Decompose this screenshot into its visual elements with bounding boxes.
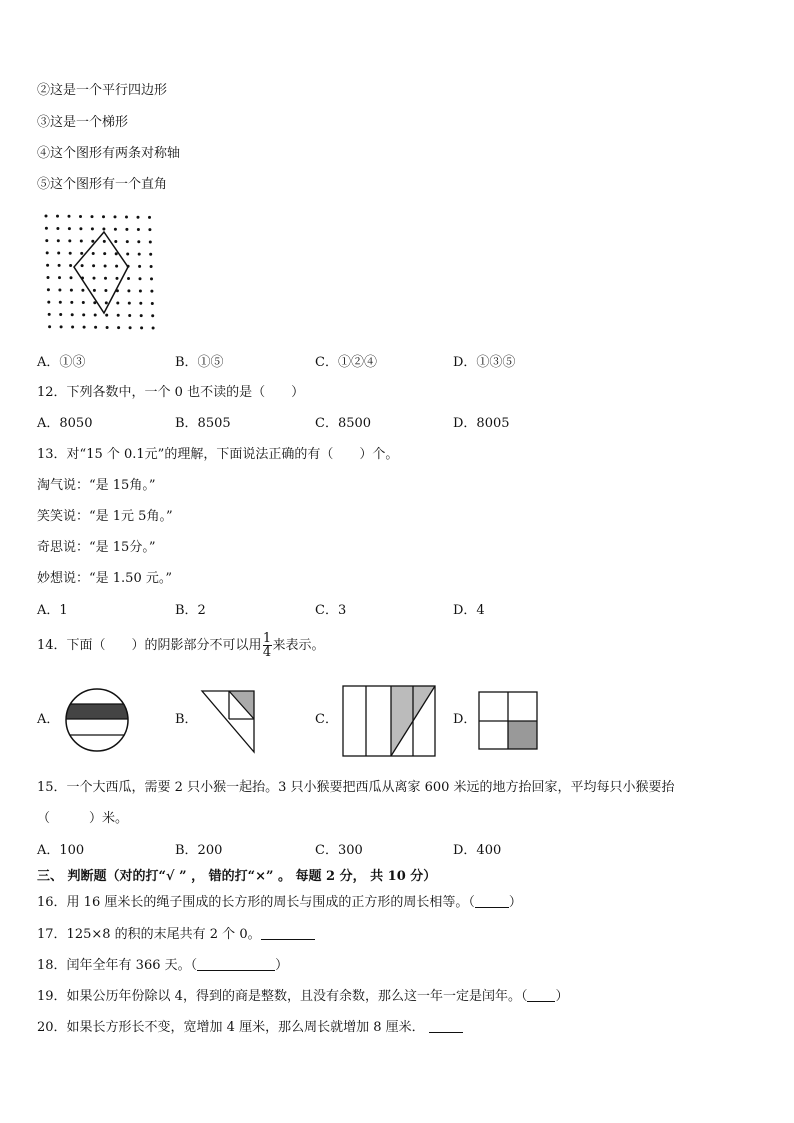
grid-dot [148, 216, 151, 219]
grid-dot [127, 277, 130, 280]
fraction-numerator: 1 [262, 631, 272, 646]
q13-option-d[interactable]: D．4 [453, 603, 485, 618]
q17-text: 17．125×8 的积的末尾共有 2 个 0。 [37, 927, 261, 942]
grid-dot [45, 227, 48, 230]
grid-dot [114, 228, 117, 231]
grid-dot [47, 288, 50, 291]
q13-options [37, 602, 737, 620]
grid-dot [69, 264, 72, 267]
q17 [37, 926, 315, 944]
grid-dot [80, 252, 83, 255]
q15-option-b[interactable]: B．200 [175, 843, 223, 858]
grid-dot [139, 302, 142, 305]
grid-dot [127, 289, 130, 292]
grid-dot [47, 276, 50, 279]
q14-label-c[interactable]: C． [315, 712, 338, 727]
grid-dot [115, 265, 118, 268]
paren-open: （ [190, 958, 198, 973]
grid-dot [139, 277, 142, 280]
q11-option-b[interactable]: B．①⑤ [175, 355, 224, 370]
grid-dot [81, 264, 84, 267]
grid-dot [140, 326, 143, 329]
q18 [37, 957, 288, 975]
q13-line-taoqi: 淘气说：“是 15角。” [37, 478, 156, 493]
grid-dot [58, 264, 61, 267]
q20-text: 20．如果长方形长不变，宽增加 4 厘米，那么周长就增加 8 厘米． [37, 1020, 425, 1035]
q19-text: 19．如果公历年份除以 4，得到的商是整数，且没有余数，那么这一年一定是闰年。 [37, 989, 521, 1004]
q13-line-xiaoxiao: 笑笑说：“是 1元 5角。” [37, 509, 173, 524]
dot-grid-kite-figure [40, 210, 160, 335]
grid-dot [106, 326, 109, 329]
q13-stem: 13．对“15 个 0.1元”的理解，下面说法正确的有（ ）个。 [37, 447, 399, 462]
q11-statement-4: ④这个图形有两条对称轴 [37, 146, 181, 161]
grid-dot [60, 325, 63, 328]
grid-dot [149, 253, 152, 256]
q14-label-d[interactable]: D． [453, 712, 477, 727]
grid-dot [45, 215, 48, 218]
grid-dot [104, 277, 107, 280]
grid-dot [125, 216, 128, 219]
grid-dot [114, 240, 117, 243]
grid-dot [70, 301, 73, 304]
grid-dot [128, 314, 131, 317]
grid-dot [102, 228, 105, 231]
grid-dot [47, 301, 50, 304]
fraction-one-quarter [263, 632, 272, 659]
grid-dot [93, 289, 96, 292]
grid-dot [82, 313, 85, 316]
grid-dot [71, 326, 74, 329]
q12-options [37, 415, 737, 433]
grid-dot [116, 302, 119, 305]
q15-options [37, 842, 737, 860]
grid-dot [151, 314, 154, 317]
q16-answer-blank[interactable] [475, 894, 509, 908]
grid-dot [150, 277, 153, 280]
grid-dot [116, 277, 119, 280]
grid-dot [79, 215, 82, 218]
q20-answer-blank[interactable] [429, 1019, 463, 1033]
grid-dot [70, 276, 73, 279]
grid-dot [68, 239, 71, 242]
grid-dot [150, 265, 153, 268]
grid-dot [103, 252, 106, 255]
grid-dot [58, 288, 61, 291]
q12-stem: 12．下列各数中，一个 0 也不读的是（ ） [37, 385, 305, 400]
q11-option-a[interactable]: A．①③ [37, 355, 86, 370]
grid-dot [137, 240, 140, 243]
grid-dot [92, 252, 95, 255]
grid-dot [57, 252, 60, 255]
q14-figure-b-triangle[interactable] [199, 688, 259, 756]
grid-dot [140, 314, 143, 317]
q11-options [37, 354, 737, 372]
grid-dot [139, 290, 142, 293]
q11-option-c[interactable]: C．①②④ [315, 355, 377, 370]
grid-dot [152, 327, 155, 330]
q14-stem-after: 来表示。 [272, 638, 325, 653]
q14-label-b[interactable]: B． [175, 712, 198, 727]
grid-dot [126, 252, 129, 255]
paren-open: （ [468, 895, 475, 910]
q15-stem-line2: （ ）米。 [37, 811, 129, 826]
grid-dot [56, 227, 59, 230]
grid-dot [92, 264, 95, 267]
grid-dot [104, 264, 107, 267]
grid-dot [137, 228, 140, 231]
paren-close: ） [275, 958, 289, 973]
grid-dot [148, 228, 151, 231]
q13-option-a[interactable]: A．1 [37, 603, 68, 618]
q15-stem: 15．一个大西瓜，需要 2 只小猴一起抬。3 只小猴要把西瓜从离家 600 米远的地方抬回家，平均每只小猴要抬 [37, 780, 675, 795]
q12-option-b[interactable]: B．8505 [175, 416, 231, 431]
grid-dot [58, 276, 61, 279]
grid-dot [138, 253, 141, 256]
grid-dot [71, 313, 74, 316]
q15-option-d[interactable]: D．400 [453, 843, 502, 858]
q11-option-d[interactable]: D．①③⑤ [453, 355, 516, 370]
paren-open: （ [520, 989, 528, 1004]
grid-dot [70, 289, 73, 292]
grid-dot [94, 326, 97, 329]
grid-dot [149, 240, 152, 243]
grid-dot [91, 215, 94, 218]
grid-dot [69, 252, 72, 255]
grid-dot [138, 265, 141, 268]
grid-dot [117, 326, 120, 329]
q11-statement-5: ⑤这个图形有一个直角 [37, 177, 168, 192]
grid-dot [94, 314, 97, 317]
q20 [37, 1019, 463, 1037]
grid-dot [91, 240, 94, 243]
q19 [37, 988, 568, 1006]
q18-text: 18．闰年全年有 366 天。 [37, 958, 191, 973]
grid-dot [80, 240, 83, 243]
grid-dot [126, 240, 129, 243]
q14-figure-a-circle[interactable] [64, 687, 134, 757]
grid-dot [103, 240, 106, 243]
q13-option-c[interactable]: C．3 [315, 603, 347, 618]
q17-answer-blank[interactable] [261, 926, 315, 940]
q14-label-a[interactable]: A． [37, 712, 60, 727]
q13-option-b[interactable]: B．2 [175, 603, 206, 618]
grid-dot [115, 252, 118, 255]
q13-line-miaoxiang: 妙想说：“是 1.50 元。” [37, 571, 173, 586]
grid-dot [93, 277, 96, 280]
grid-dot [137, 216, 140, 219]
q15-option-a[interactable]: A．100 [37, 843, 85, 858]
q14-figure-d-square[interactable] [477, 690, 541, 752]
paren-close: ） [508, 895, 522, 910]
grid-dot [81, 289, 84, 292]
grid-dot [117, 314, 120, 317]
grid-dot [46, 264, 49, 267]
q15-option-c[interactable]: C．300 [315, 843, 363, 858]
q13-line-qisi: 奇思说：“是 15分。” [37, 540, 156, 555]
grid-dot [59, 301, 62, 304]
grid-dot [150, 290, 153, 293]
q14-figure-c-rectangle[interactable] [341, 684, 439, 758]
grid-dot [105, 301, 108, 304]
grid-dot [48, 325, 51, 328]
grid-dot [68, 215, 71, 218]
q16-text: 16．用 16 厘米长的绳子围成的长方形的周长与围成的正方形的周长相等。 [37, 895, 469, 910]
q12-option-d[interactable]: D．8005 [453, 416, 510, 431]
q14-stem-before: 14．下面（ ）的阴影部分不可以用 [37, 638, 262, 653]
dot-grid [45, 215, 155, 330]
grid-dot [48, 313, 51, 316]
grid-dot [128, 302, 131, 305]
q16 [37, 894, 522, 912]
grid-dot [82, 301, 85, 304]
fraction-denominator: 4 [262, 645, 272, 660]
grid-dot [91, 227, 94, 230]
paren-close: ） [555, 989, 569, 1004]
grid-dot [68, 227, 71, 230]
grid-dot [129, 326, 132, 329]
q14-stem [37, 630, 325, 662]
grid-dot [102, 215, 105, 218]
grid-dot [114, 215, 117, 218]
grid-dot [105, 314, 108, 317]
grid-dot [59, 313, 62, 316]
q18-answer-blank[interactable] [197, 957, 275, 971]
grid-dot [46, 251, 49, 254]
grid-dot [104, 289, 107, 292]
q19-answer-blank[interactable] [527, 988, 555, 1002]
grid-dot [79, 227, 82, 230]
grid-dot [125, 228, 128, 231]
grid-dot [45, 239, 48, 242]
grid-dot [151, 302, 154, 305]
grid-dot [83, 326, 86, 329]
q12-option-a[interactable]: A．8050 [37, 416, 93, 431]
q11-statement-3: ③这是一个梯形 [37, 115, 129, 130]
grid-dot [57, 239, 60, 242]
section-3-heading: 三、 判断题（对的打“√ ” ， 错的打“×” 。 每题 2 分， 共 10 分） [37, 869, 437, 884]
q11-statement-2: ②这是一个平行四边形 [37, 83, 168, 98]
grid-dot [56, 215, 59, 218]
kite-shape [74, 232, 128, 313]
q12-option-c[interactable]: C．8500 [315, 416, 372, 431]
